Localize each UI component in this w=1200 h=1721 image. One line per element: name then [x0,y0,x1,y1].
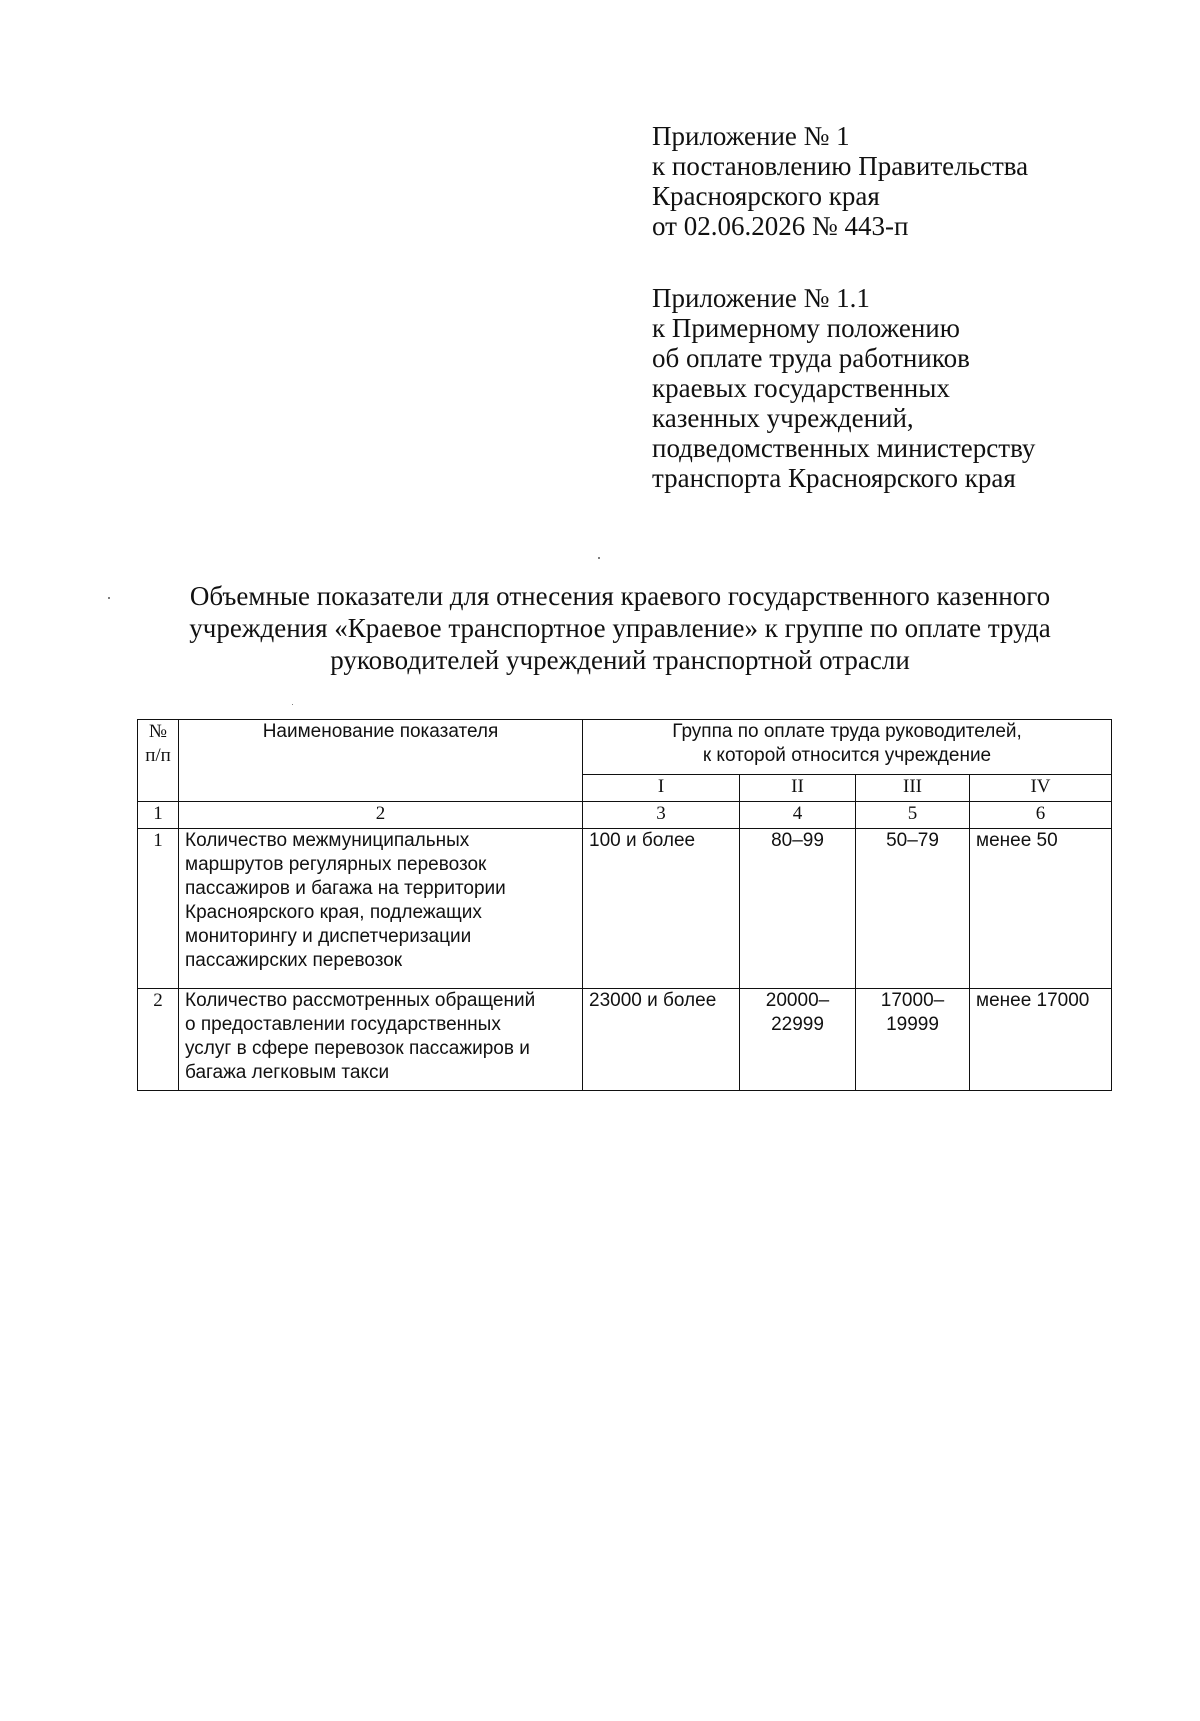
column-number: 5 [856,802,970,829]
value-line: 22999 [771,1014,824,1035]
column-number: 4 [740,802,856,829]
group-i: I [583,775,740,802]
value-line: 19999 [886,1014,939,1035]
header-number-cell [138,720,179,802]
appendix-2-line: к Примерному положению [652,313,960,343]
scan-speck [108,597,110,599]
value-group-i: 100 и более [583,829,740,989]
indicator-line: багажа легковым такси [185,1062,390,1083]
value-group-iii: 50–79 [856,829,970,989]
value-group-ii [740,989,856,1091]
appendix-2-line: краевых государственных [652,373,950,403]
table-row [138,989,1112,1091]
group-iii: III [856,775,970,802]
appendix-1-line: Красноярского края [652,181,880,211]
header-number-sign: № [148,721,168,742]
value-group-iii [856,989,970,1091]
scan-speck [598,557,600,559]
column-number: 6 [970,802,1112,829]
appendix-1-line: Приложение № 1 [652,121,850,151]
indicator-line: услуг в сфере перевозок пассажиров и [185,1038,530,1059]
header-group-line: Группа по оплате труда руководителей, [672,721,1022,742]
scan-speck [292,704,293,705]
appendix-1-line: к постановлению Правительства [652,151,1029,181]
document-title [120,580,1120,676]
header-group-line: к которой относится учреждение [702,745,992,766]
appendix-2-line: Приложение № 1.1 [652,283,870,313]
title-line: Объемные показатели для отнесения краевого государственного казенного [189,581,1051,611]
value-group-ii: 80–99 [740,829,856,989]
row-number: 1 [138,829,179,989]
row-number: 2 [138,989,179,1091]
indicator-line: Количество межмуниципальных [185,830,470,851]
appendix-2-line: казенных учреждений, [652,403,914,433]
indicator-line: Красноярского края, подлежащих [185,902,482,923]
indicator-line: о предоставлении государственных [185,1014,501,1035]
column-number: 1 [138,802,179,829]
title-line: руководителей учреждений транспортной отрасли [330,645,910,675]
table-header-row [138,720,1112,775]
header-indicator-name: Наименование показателя [179,720,583,802]
appendix-1-line: от 02.06.2026 № 443-п [652,211,909,241]
group-ii: II [740,775,856,802]
table-row [138,829,1112,989]
indicator-name [179,829,583,989]
indicator-line: пассажиров и багажа на территории [185,878,506,899]
appendix-1-1-header [652,283,1152,493]
appendix-1-header [652,121,1152,241]
table-column-number-row [138,802,1112,829]
indicators-table [137,719,1112,1091]
value-line: 17000– [880,990,945,1011]
indicator-line: пассажирских перевозок [185,950,403,971]
indicator-line: маршрутов регулярных перевозок [185,854,487,875]
header-group-cell [583,720,1112,775]
value-group-iv: менее 17000 [970,989,1112,1091]
column-number: 3 [583,802,740,829]
appendix-2-line: об оплате труда работников [652,343,970,373]
appendix-2-line: транспорта Красноярского края [652,463,1016,493]
title-line: учреждения «Краевое транспортное управление» к группе по оплате труда [189,613,1051,643]
appendix-2-line: подведомственных министерству [652,433,1036,463]
indicator-line: мониторингу и диспетчеризации [185,926,472,947]
indicator-name [179,989,583,1091]
value-group-i: 23000 и более [583,989,740,1091]
column-number: 2 [179,802,583,829]
value-line: 20000– [765,990,830,1011]
value-group-iv: менее 50 [970,829,1112,989]
group-iv: IV [970,775,1112,802]
header-number-abbr: п/п [145,745,171,766]
indicator-line: Количество рассмотренных обращений [185,990,536,1011]
